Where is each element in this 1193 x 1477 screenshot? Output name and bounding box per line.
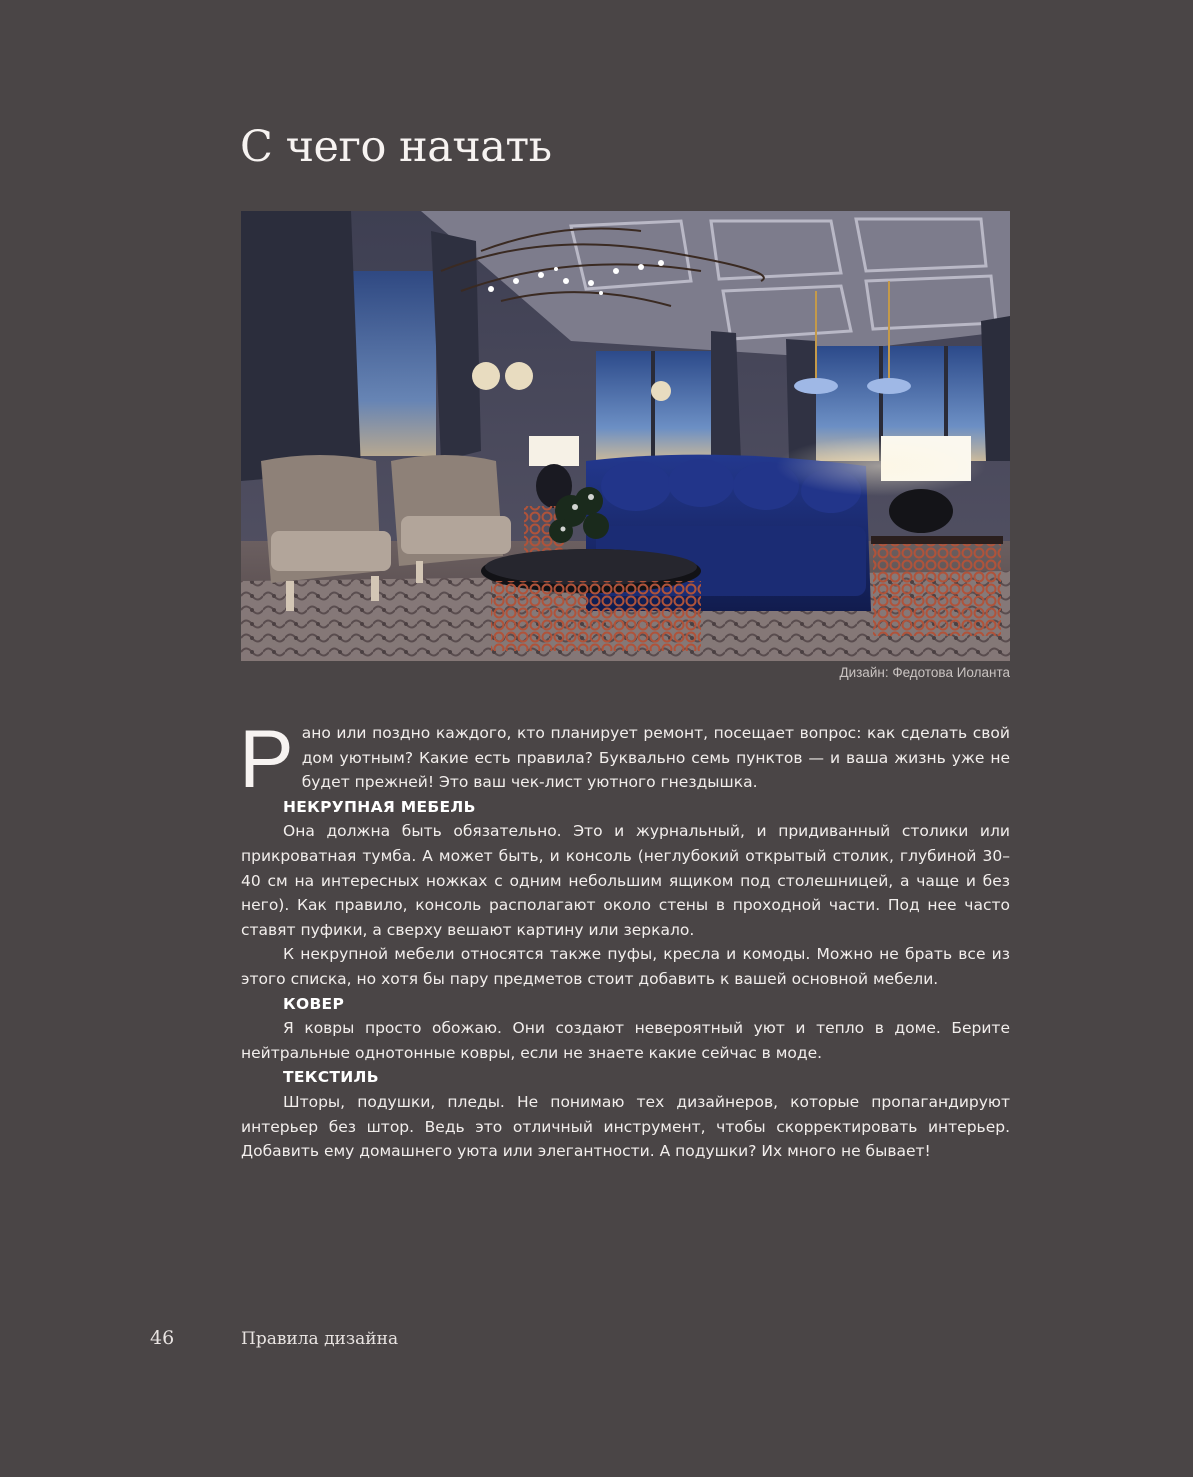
interior-photo [241,211,1010,661]
section-paragraph: Я ковры просто обожаю. Они создают невероятный уют и тепло в доме. Берите нейтральные однотонные ковры, если не знаете какие сейчас в моде. [241,1019,1010,1062]
section-heading: НЕКРУПНАЯ МЕБЕЛЬ [283,797,476,816]
section-heading: КОВЕР [283,994,345,1013]
section-paragraph: Она должна быть обязательно. Это и журнальный, и придиванный столики или прикроватная тумба. А может быть, и консоль (неглубокий открытый столик, глубиной 30–40 см на интересных ножках с одним небольшим ящиком под столешницей, а чаще и без него). Как правило, консоль располагают около стены в проходной части. Под нее часто ставят пуфики, а сверху вешают картину или зеркало. [241,822,1010,939]
running-head: Правила дизайна [241,1329,399,1349]
intro-text: ано или поздно каждого, кто планирует ремонт, посещает вопрос: как сделать свой дом уютным? Какие есть правила? Буквально семь пунктов — и ваша жизнь уже не будет прежней! Это ваш чек-лист уютного гнездышка. [301,724,1010,792]
drop-cap: Р [239,714,294,805]
section-paragraph: К некрупной мебели относятся также пуфы, кресла и комоды. Можно не брать все из этого списка, но хотя бы пару предметов стоит добавить к вашей основной мебели. [241,945,1010,988]
article-body [239,714,1010,1164]
intro-paragraph [239,714,1010,805]
page-number: 46 [150,1327,175,1349]
page-title: С чего начать [240,122,552,172]
section-paragraph: Шторы, подушки, пледы. Не понимаю тех дизайнеров, которые пропагандируют интерьер без штор. Ведь это отличный инструмент, чтобы скорректировать интерьер. Добавить ему домашнего уюта или элегантности. А подушки? Их много не бывает! [241,1092,1010,1161]
photo-caption: Дизайн: Федотова Иоланта [839,665,1010,680]
section-heading: ТЕКСТИЛЬ [283,1068,379,1087]
